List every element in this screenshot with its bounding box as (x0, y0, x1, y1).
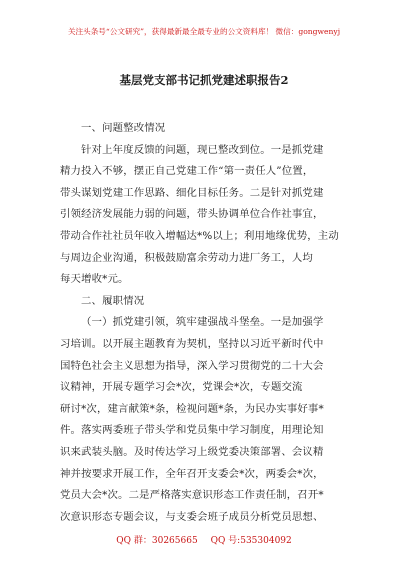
qq-group-text: QQ 群：30265665 (116, 536, 198, 546)
paragraph-line: 习培训。以开展主题教育为契机，坚持以习近平新时代中 (60, 337, 324, 350)
section-heading: 二、履职情况 (81, 294, 145, 307)
paragraph-line: 识来武装头脑。及时传达学习上级党委决策部署、会议精 (60, 445, 324, 458)
paragraph-line: 针对上年度反馈的问题，现已整改到位。一是抓党建 (81, 143, 324, 156)
paragraph-line: 神并按要求开展工作，全年召开支委会*次，两委会*次， (60, 467, 324, 480)
paragraph-line: 国特色社会主义思想为指导，深入学习贯彻党的二十大会 (60, 359, 324, 372)
paragraph-line: 研讨*次，建言献策*条，检视问题*条，为民办实事好事* (60, 402, 324, 415)
footer-contact (0, 535, 408, 547)
paragraph-line: 每天增收*元。 (60, 273, 129, 286)
paragraph-line: 引领经济发展能力弱的问题，带头协调单位合作社事宜， (60, 208, 324, 221)
paragraph-line: 次意识形态专题会议，与支委会班子成员分析党员思想、 (60, 510, 324, 523)
paragraph-line: 党员大会*次。二是严格落实意识形态工作责任制，召开* (60, 489, 324, 502)
document-title: 基层党支部书记抓党建述职报告2 (119, 73, 289, 87)
document-body (60, 118, 352, 528)
paragraph-line: 带头谋划党建工作思路、细化目标任务。二是针对抓党建 (60, 186, 324, 199)
paragraph-line: 精力投入不够，摆正自己党建工作“第一责任人”位置， (60, 165, 314, 178)
section-heading: 一、问题整改情况 (81, 122, 166, 134)
qq-number-text: QQ 号:535304092 (210, 536, 292, 546)
paragraph-line: 与周边企业沟通，积极鼓励富余劳动力进厂务工，人均 (60, 251, 313, 264)
paragraph-line: （一）抓党建引领，筑牢建强战斗堡垒。一是加强学 (81, 316, 324, 329)
paragraph-line: 带动合作社社员年收入增幅达*%以上；利用地缘优势，主动 (60, 229, 339, 242)
header-banner: 关注头条号“公文研究”，获得最新最全最专业的公文资料库！ 微信：gongwenyj (67, 27, 341, 36)
paragraph-line: 议精神，开展专题学习会*次，党课会*次，专题交流 (60, 381, 303, 394)
paragraph-line: 件。落实两委班子带头学和党员集中学习制度，用理论知 (60, 424, 324, 437)
